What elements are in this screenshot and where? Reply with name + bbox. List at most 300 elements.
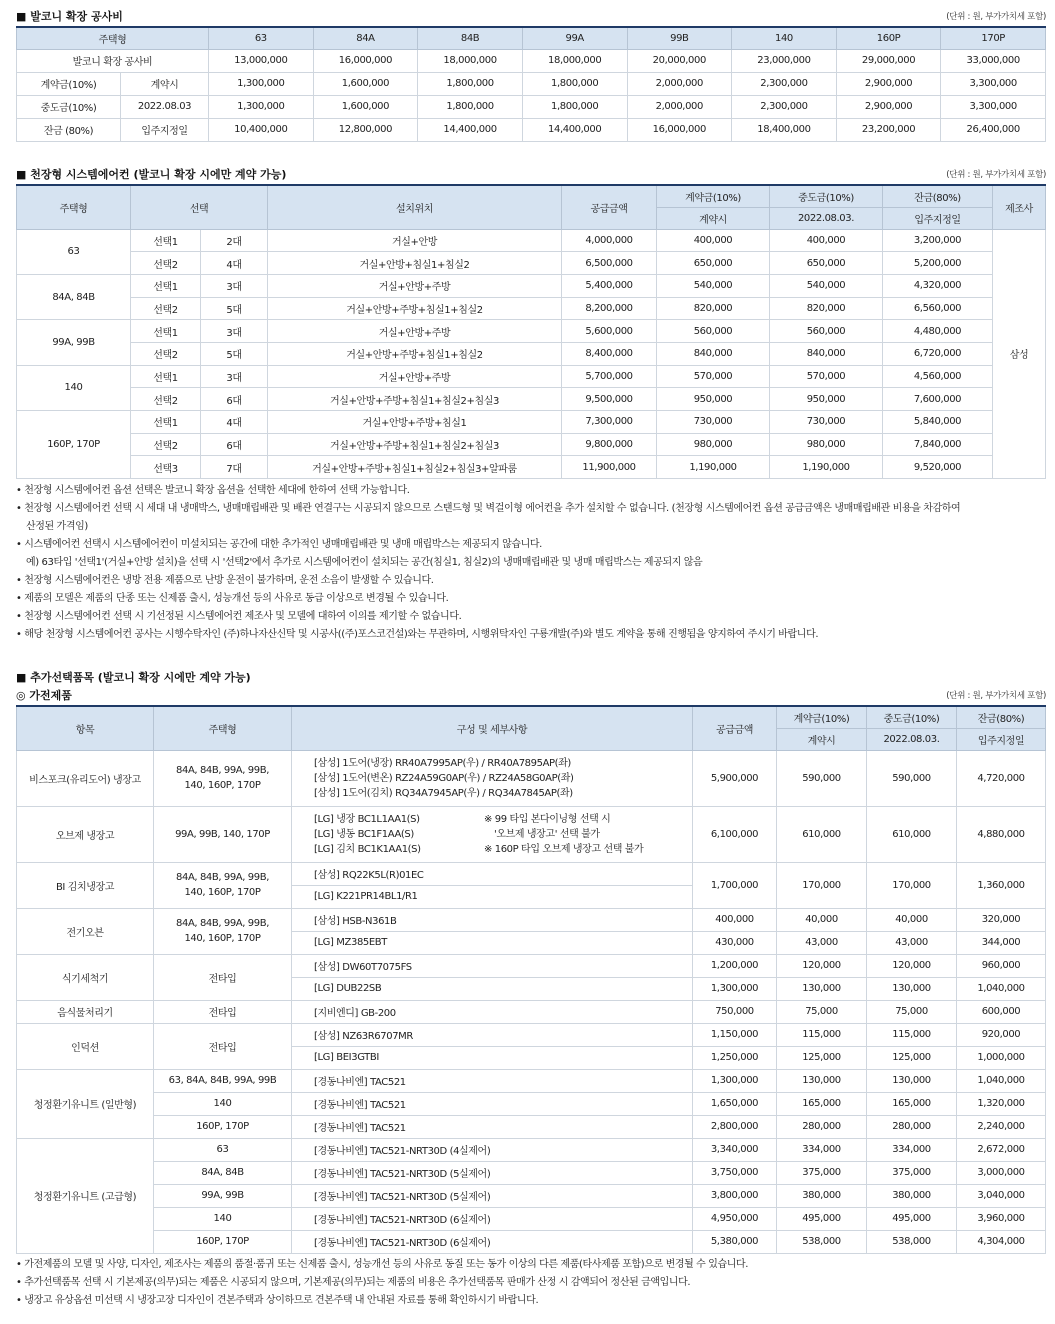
table-row — [17, 1000, 1046, 1023]
extras-table — [16, 705, 1046, 1254]
balcony-section — [16, 8, 1046, 142]
note-line: • 제품의 모델은 제품의 단종 또는 신제품 출시, 성능개선 등의 사유로 동급 이상으로 변경될 수 있습니다. — [16, 593, 449, 605]
loc-cell: 거실+안방+주방 — [268, 320, 562, 343]
cell: 12,800,000 — [313, 118, 418, 141]
dep-cell: 560,000 — [657, 320, 770, 343]
mid-cell: 540,000 — [770, 274, 883, 297]
dep-cell: 130,000 — [777, 1069, 867, 1092]
spec-cell: [경동나비엔] TAC521 — [292, 1069, 693, 1092]
item-cell: 비스포크(유리도어) 냉장고 — [17, 750, 154, 806]
table-row — [17, 49, 1046, 72]
cell: 3,300,000 — [941, 95, 1046, 118]
spec-line: [삼성] 1도어(변온) RZ24A59G0AP(우) / RZ24A58G0AP(좌) — [314, 772, 574, 784]
bal-cell: 3,000,000 — [957, 1161, 1046, 1184]
bal-cell: 320,000 — [957, 908, 1046, 931]
bal-cell: 7,840,000 — [883, 433, 993, 456]
spec-line: [LG] 냉동 BC1F1AA(S) — [314, 828, 414, 840]
cell: 16,000,000 — [313, 49, 418, 72]
row-label: 중도금(10%) — [17, 95, 121, 118]
aircon-col-deposit-sub: 계약시 — [657, 207, 770, 229]
mid-cell: 130,000 — [867, 1069, 957, 1092]
bal-cell: 9,520,000 — [883, 456, 993, 479]
table-row — [17, 229, 1046, 252]
price-cell: 3,750,000 — [693, 1161, 777, 1184]
table-row — [17, 411, 1046, 434]
extras-header — [16, 669, 1046, 687]
table-row — [17, 1069, 1046, 1092]
row-label: 발코니 확장 공사비 — [17, 49, 209, 72]
bal-cell: 4,880,000 — [957, 806, 1046, 862]
item-cell: 청정환기유니트 (고급형) — [17, 1138, 154, 1253]
spec-cell: [LG] MZ385EBT — [292, 931, 693, 954]
balcony-header — [16, 8, 1046, 26]
balcony-col: 99A — [522, 27, 627, 49]
spec-cell: [경동나비엔] TAC521-NRT30D (4실제어) — [292, 1138, 693, 1161]
dep-cell: 280,000 — [777, 1115, 867, 1138]
price-cell: 1,650,000 — [693, 1092, 777, 1115]
dep-cell: 730,000 — [657, 411, 770, 434]
mid-cell: 400,000 — [770, 229, 883, 252]
type-cell: 160P, 170P — [154, 1230, 292, 1253]
row-label: 계약금(10%) — [17, 72, 121, 95]
balcony-table — [16, 26, 1046, 142]
mid-cell: 375,000 — [867, 1161, 957, 1184]
opt-cell: 선택2 — [131, 433, 201, 456]
mid-cell: 730,000 — [770, 411, 883, 434]
mid-cell: 75,000 — [867, 1000, 957, 1023]
type-cell: 160P, 170P — [154, 1115, 292, 1138]
bal-cell: 2,672,000 — [957, 1138, 1046, 1161]
aircon-col-deposit: 계약금(10%) — [657, 185, 770, 207]
qty-cell: 6대 — [201, 388, 268, 411]
opt-cell: 선택1 — [131, 320, 201, 343]
bal-cell: 4,480,000 — [883, 320, 993, 343]
type-cell: 84A, 84B — [17, 274, 131, 319]
spec-cell: [경동나비엔] TAC521-NRT30D (5실제어) — [292, 1184, 693, 1207]
cell: 33,000,000 — [941, 49, 1046, 72]
bal-cell: 4,320,000 — [883, 274, 993, 297]
price-cell: 1,300,000 — [693, 1069, 777, 1092]
cell: 1,800,000 — [418, 72, 523, 95]
table-row — [17, 95, 1046, 118]
aircon-table — [16, 184, 1046, 479]
dep-cell: 165,000 — [777, 1092, 867, 1115]
extras-title: ■ 추가선택품목 (발코니 확장 시에만 계약 가능) — [16, 671, 251, 684]
row-sub: 2022.08.03 — [121, 95, 209, 118]
type-cell: 84A, 84B, 99A, 99B, 140, 160P, 170P — [154, 908, 292, 954]
bal-cell: 1,320,000 — [957, 1092, 1046, 1115]
item-cell: 식기세척기 — [17, 954, 154, 1000]
cell: 14,400,000 — [522, 118, 627, 141]
dep-cell: 840,000 — [657, 342, 770, 365]
cell: 3,300,000 — [941, 72, 1046, 95]
cell: 14,400,000 — [418, 118, 523, 141]
table-row — [17, 433, 1046, 456]
balcony-unit: (단위 : 원, 부가가치세 포함) — [946, 12, 1046, 22]
balcony-title: ■ 발코니 확장 공사비 — [16, 10, 123, 23]
type-cell: 140 — [154, 1207, 292, 1230]
aircon-col-location: 설치위치 — [268, 185, 562, 229]
type-cell: 99A, 99B — [17, 320, 131, 365]
extras-col-balance: 잔금(80%) — [957, 706, 1046, 728]
qty-cell: 4대 — [201, 252, 268, 275]
spec-cell: [삼성] HSB-N361B — [292, 908, 693, 931]
aircon-notes — [16, 482, 1046, 644]
extras-col-deposit: 계약금(10%) — [777, 706, 867, 728]
spec-cell: [경동나비엔] TAC521 — [292, 1092, 693, 1115]
dep-cell: 650,000 — [657, 252, 770, 275]
dep-cell: 43,000 — [777, 931, 867, 954]
opt-cell: 선택3 — [131, 456, 201, 479]
mid-cell: 610,000 — [867, 806, 957, 862]
price-cell: 3,800,000 — [693, 1184, 777, 1207]
opt-cell: 선택2 — [131, 252, 201, 275]
dep-cell: 590,000 — [777, 750, 867, 806]
type-cell: 전타입 — [154, 954, 292, 1000]
opt-cell: 선택2 — [131, 388, 201, 411]
price-cell: 5,600,000 — [562, 320, 657, 343]
dep-cell: 380,000 — [777, 1184, 867, 1207]
dep-cell: 120,000 — [777, 954, 867, 977]
extras-subheader — [16, 687, 1046, 705]
mid-cell: 165,000 — [867, 1092, 957, 1115]
aircon-col-type: 주택형 — [17, 185, 131, 229]
dep-cell: 950,000 — [657, 388, 770, 411]
price-cell: 11,900,000 — [562, 456, 657, 479]
cell: 18,000,000 — [418, 49, 523, 72]
table-row — [17, 806, 1046, 862]
cell: 1,300,000 — [209, 95, 314, 118]
price-cell: 1,150,000 — [693, 1023, 777, 1046]
dep-cell: 115,000 — [777, 1023, 867, 1046]
bal-cell: 600,000 — [957, 1000, 1046, 1023]
price-cell: 1,200,000 — [693, 954, 777, 977]
table-row — [17, 118, 1046, 141]
loc-cell: 거실+안방+주방+침실1+침실2+침실3 — [268, 433, 562, 456]
price-cell: 5,380,000 — [693, 1230, 777, 1253]
bal-cell: 1,360,000 — [957, 862, 1046, 908]
spec-cell: [지비엔디] GB-200 — [292, 1000, 693, 1023]
mid-cell: 280,000 — [867, 1115, 957, 1138]
aircon-header — [16, 166, 1046, 184]
loc-cell: 거실+안방+주방 — [268, 274, 562, 297]
mid-cell: 1,190,000 — [770, 456, 883, 479]
table-row — [17, 750, 1046, 806]
aircon-col-price: 공급금액 — [562, 185, 657, 229]
cell: 1,800,000 — [522, 72, 627, 95]
qty-cell: 6대 — [201, 433, 268, 456]
mid-cell: 820,000 — [770, 297, 883, 320]
dep-cell: 980,000 — [657, 433, 770, 456]
spec-cell: [삼성] NZ63R6707MR — [292, 1023, 693, 1046]
loc-cell: 거실+안방+주방 — [268, 365, 562, 388]
note-line: 산정된 가격임) — [26, 521, 88, 533]
bal-cell: 960,000 — [957, 954, 1046, 977]
extras-col-middle: 중도금(10%) — [867, 706, 957, 728]
bal-cell: 920,000 — [957, 1023, 1046, 1046]
note-line: • 가전제품의 모델 및 사양, 디자인, 제조사는 제품의 품절·품귀 또는 신제품 출시, 성능개선 등의 사유로 동질 또는 동가 이상의 다른 제품(타사제품 포함)으로 변경될 수 있습니다. — [16, 1258, 749, 1270]
table-row — [17, 297, 1046, 320]
table-row — [17, 1207, 1046, 1230]
spec-cell: [LG] BEI3GTBI — [292, 1046, 693, 1069]
dep-cell: 334,000 — [777, 1138, 867, 1161]
note-line: 예) 63타입 '선택1'(거실+안방 설치)을 선택 시 '선택2'에서 추가로 시스템에어컨이 설치되는 공간(침실1, 침실2)의 냉매매립배관 및 냉매 매립박스는 제공되지 않음 — [26, 557, 703, 569]
mid-cell: 115,000 — [867, 1023, 957, 1046]
opt-cell: 선택1 — [131, 274, 201, 297]
aircon-col-middle: 중도금(10%) — [770, 185, 883, 207]
spec-cell: [삼성] RQ22K5L(R)01EC — [292, 862, 693, 885]
spec-line: [삼성] 1도어(김치) RQ34A7945AP(우) / RQ34A7845AP(좌) — [314, 787, 573, 799]
note-line: • 천장형 시스템에어컨 선택 시 기선정된 시스템에어컨 제조사 및 모델에 대하여 이의를 제기할 수 없습니다. — [16, 611, 462, 623]
dep-cell: 130,000 — [777, 977, 867, 1000]
extras-col-type: 주택형 — [154, 706, 292, 750]
table-row — [17, 1230, 1046, 1253]
price-cell: 1,250,000 — [693, 1046, 777, 1069]
item-cell: 음식물처리기 — [17, 1000, 154, 1023]
spec-line: [LG] 냉장 BC1L1AA1(S) — [314, 813, 420, 825]
type-cell: 99A, 99B, 140, 170P — [154, 806, 292, 862]
mid-cell: 950,000 — [770, 388, 883, 411]
note-line: • 냉장고 유상옵션 미선택 시 냉장고장 디자인이 견본주택과 상이하므로 견본주택 내 안내된 자료를 통해 확인하시기 바랍니다. — [16, 1294, 539, 1306]
mid-cell: 170,000 — [867, 862, 957, 908]
mid-cell: 590,000 — [867, 750, 957, 806]
opt-cell: 선택2 — [131, 342, 201, 365]
qty-cell: 3대 — [201, 320, 268, 343]
note-line: • 천장형 시스템에어컨 선택 시 세대 내 냉매박스, 냉매매립배관 및 배관 연결구는 시공되지 않으므로 스탠드형 및 벽걸이형 에어컨을 추가 설치할 수 없습니다. (천장형 시스템에어컨 옵션 공급금액은 냉매매립배관 비용을 차감하여 — [16, 503, 961, 515]
opt-cell: 선택1 — [131, 229, 201, 252]
dep-cell: 170,000 — [777, 862, 867, 908]
opt-cell: 선택1 — [131, 411, 201, 434]
type-cell: 전타입 — [154, 1023, 292, 1069]
table-row — [17, 388, 1046, 411]
balcony-col: 84A — [313, 27, 418, 49]
table-row — [17, 274, 1046, 297]
table-row — [17, 1161, 1046, 1184]
table-row — [17, 72, 1046, 95]
dep-cell: 570,000 — [657, 365, 770, 388]
cell: 1,800,000 — [522, 95, 627, 118]
mid-cell: 538,000 — [867, 1230, 957, 1253]
row-label: 잔금 (80%) — [17, 118, 121, 141]
spec-line: [LG] 김치 BC1K1AA1(S) — [314, 843, 421, 855]
row-sub: 계약시 — [121, 72, 209, 95]
table-row — [17, 456, 1046, 479]
loc-cell: 거실+안방+주방+침실1+침실2 — [268, 342, 562, 365]
aircon-section — [16, 166, 1046, 644]
qty-cell: 2대 — [201, 229, 268, 252]
table-row — [17, 1184, 1046, 1207]
qty-cell: 5대 — [201, 342, 268, 365]
price-cell: 1,700,000 — [693, 862, 777, 908]
type-cell: 84A, 84B — [154, 1161, 292, 1184]
cell: 1,800,000 — [418, 95, 523, 118]
bal-cell: 6,560,000 — [883, 297, 993, 320]
spec-cell: [경동나비엔] TAC521-NRT30D (6실제어) — [292, 1207, 693, 1230]
qty-cell: 3대 — [201, 274, 268, 297]
spec-cell: [경동나비엔] TAC521-NRT30D (5실제어) — [292, 1161, 693, 1184]
cell: 2,900,000 — [836, 95, 941, 118]
cell: 2,000,000 — [627, 72, 732, 95]
spec-line: [삼성] 1도어(냉장) RR40A7995AP(우) / RR40A7895AP(좌) — [314, 757, 571, 769]
price-cell: 2,800,000 — [693, 1115, 777, 1138]
price-cell: 5,900,000 — [693, 750, 777, 806]
price-cell: 750,000 — [693, 1000, 777, 1023]
spec-cell: [삼성] DW60T7075FS — [292, 954, 693, 977]
cell: 23,200,000 — [836, 118, 941, 141]
bal-cell: 4,304,000 — [957, 1230, 1046, 1253]
extras-col-balance-sub: 입주지정일 — [957, 728, 1046, 750]
price-cell: 7,300,000 — [562, 411, 657, 434]
price-cell: 9,500,000 — [562, 388, 657, 411]
loc-cell: 거실+안방+주방+침실1+침실2+침실3+알파룸 — [268, 456, 562, 479]
extras-unit: (단위 : 원, 부가가치세 포함) — [946, 691, 1046, 701]
item-cell: 전기오븐 — [17, 908, 154, 954]
bal-cell: 344,000 — [957, 931, 1046, 954]
price-cell: 8,400,000 — [562, 342, 657, 365]
bal-cell: 1,000,000 — [957, 1046, 1046, 1069]
table-row — [17, 365, 1046, 388]
loc-cell: 거실+안방+주방+침실1+침실2+침실3 — [268, 388, 562, 411]
loc-cell: 거실+안방+주방+침실1 — [268, 411, 562, 434]
aircon-col-middle-sub: 2022.08.03. — [770, 207, 883, 229]
bal-cell: 3,960,000 — [957, 1207, 1046, 1230]
dep-cell: 75,000 — [777, 1000, 867, 1023]
bal-cell: 3,040,000 — [957, 1184, 1046, 1207]
bal-cell: 5,840,000 — [883, 411, 993, 434]
type-cell: 160P, 170P — [17, 411, 131, 479]
item-cell: BI 김치냉장고 — [17, 862, 154, 908]
qty-cell: 3대 — [201, 365, 268, 388]
cell: 18,000,000 — [522, 49, 627, 72]
aircon-title: ■ 천장형 시스템에어컨 (발코니 확장 시에만 계약 가능) — [16, 168, 287, 181]
spec-cell — [292, 806, 693, 862]
table-row — [17, 320, 1046, 343]
mid-cell: 650,000 — [770, 252, 883, 275]
balcony-col: 63 — [209, 27, 314, 49]
table-row — [17, 252, 1046, 275]
bal-cell: 4,560,000 — [883, 365, 993, 388]
spec-cell: [LG] K221PR14BL1/R1 — [292, 885, 693, 908]
note-line: • 천장형 시스템에어컨은 냉방 전용 제품으로 난방 운전이 불가하며, 운전 소음이 발생할 수 있습니다. — [16, 575, 434, 587]
cell: 1,300,000 — [209, 72, 314, 95]
row-sub: 입주지정일 — [121, 118, 209, 141]
balcony-col: 160P — [836, 27, 941, 49]
table-row — [17, 862, 1046, 885]
table-row — [17, 1138, 1046, 1161]
dep-cell: 1,190,000 — [657, 456, 770, 479]
price-cell: 1,300,000 — [693, 977, 777, 1000]
extras-notes — [16, 1256, 1046, 1310]
dep-cell: 495,000 — [777, 1207, 867, 1230]
cell: 2,300,000 — [732, 72, 837, 95]
table-row — [17, 1115, 1046, 1138]
mid-cell: 120,000 — [867, 954, 957, 977]
note-line: • 천장형 시스템에어컨 옵션 선택은 발코니 확장 옵션을 선택한 세대에 한하여 선택 가능합니다. — [16, 485, 410, 497]
dep-cell: 538,000 — [777, 1230, 867, 1253]
note-line: • 시스템에어컨 선택시 시스템에어컨이 미설치되는 공간에 대한 추가적인 냉매매립배관 및 냉매 매립박스는 제공되지 않습니다. — [16, 539, 542, 551]
loc-cell: 거실+안방+침실1+침실2 — [268, 252, 562, 275]
balcony-col: 84B — [418, 27, 523, 49]
note-line: • 추가선택품목 선택 시 기본제공(의무)되는 제품은 시공되지 않으며, 기본제공(의무)되는 제품의 비용은 추가선택품목 판매가 산정 시 감액되어 정산된 금액입니다. — [16, 1276, 691, 1288]
extras-section — [16, 669, 1046, 1310]
cell: 10,400,000 — [209, 118, 314, 141]
price-cell: 5,700,000 — [562, 365, 657, 388]
cell: 26,400,000 — [941, 118, 1046, 141]
cell: 16,000,000 — [627, 118, 732, 141]
bal-cell: 1,040,000 — [957, 1069, 1046, 1092]
mid-cell: 130,000 — [867, 977, 957, 1000]
bal-cell: 7,600,000 — [883, 388, 993, 411]
extras-col-deposit-sub: 계약시 — [777, 728, 867, 750]
price-cell: 400,000 — [693, 908, 777, 931]
table-row — [17, 1092, 1046, 1115]
cell: 1,600,000 — [313, 72, 418, 95]
mid-cell: 125,000 — [867, 1046, 957, 1069]
table-row — [17, 1023, 1046, 1046]
cell: 2,900,000 — [836, 72, 941, 95]
note-line: • 해당 천장형 시스템에어컨 공사는 시행수탁자인 (주)하나자산신탁 및 시공사((주)포스코건설)와는 무관하며, 시행위탁자인 구룡개발(주)와 별도 계약을 통해 진행됨을 양지하여 주시기 바랍니다. — [16, 629, 819, 641]
type-cell: 140 — [154, 1092, 292, 1115]
balcony-col: 99B — [627, 27, 732, 49]
mid-cell: 980,000 — [770, 433, 883, 456]
price-cell: 8,200,000 — [562, 297, 657, 320]
item-cell: 오브제 냉장고 — [17, 806, 154, 862]
qty-cell: 4대 — [201, 411, 268, 434]
extras-col-spec: 구성 및 세부사항 — [292, 706, 693, 750]
bal-cell: 4,720,000 — [957, 750, 1046, 806]
remark-line: ※ 99 타입 본다이닝형 선택 시 — [484, 813, 611, 825]
mid-cell: 334,000 — [867, 1138, 957, 1161]
extras-col-price: 공급금액 — [693, 706, 777, 750]
spec-cell: [경동나비엔] TAC521-NRT30D (6실제어) — [292, 1230, 693, 1253]
qty-cell: 7대 — [201, 456, 268, 479]
balcony-col-type: 주택형 — [17, 27, 209, 49]
price-cell: 4,000,000 — [562, 229, 657, 252]
cell: 20,000,000 — [627, 49, 732, 72]
table-row — [17, 908, 1046, 931]
dep-cell: 540,000 — [657, 274, 770, 297]
remark-line: ※ 160P 타입 오브제 냉장고 선택 불가 — [484, 843, 644, 855]
aircon-unit: (단위 : 원, 부가가치세 포함) — [946, 170, 1046, 180]
dep-cell: 125,000 — [777, 1046, 867, 1069]
extras-subtitle: ◎ 가전제품 — [16, 689, 72, 702]
balcony-col: 140 — [732, 27, 837, 49]
aircon-col-balance-sub: 입주지정일 — [883, 207, 993, 229]
aircon-col-balance: 잔금(80%) — [883, 185, 993, 207]
price-cell: 4,950,000 — [693, 1207, 777, 1230]
dep-cell: 375,000 — [777, 1161, 867, 1184]
type-cell: 63 — [17, 229, 131, 274]
opt-cell: 선택1 — [131, 365, 201, 388]
table-row — [17, 342, 1046, 365]
mid-cell: 495,000 — [867, 1207, 957, 1230]
extras-col-item: 항목 — [17, 706, 154, 750]
bal-cell: 6,720,000 — [883, 342, 993, 365]
qty-cell: 5대 — [201, 297, 268, 320]
mid-cell: 380,000 — [867, 1184, 957, 1207]
mid-cell: 560,000 — [770, 320, 883, 343]
type-cell: 63 — [154, 1138, 292, 1161]
type-cell: 84A, 84B, 99A, 99B, 140, 160P, 170P — [154, 862, 292, 908]
type-cell: 140 — [17, 365, 131, 410]
dep-cell: 820,000 — [657, 297, 770, 320]
cell: 18,400,000 — [732, 118, 837, 141]
type-cell: 99A, 99B — [154, 1184, 292, 1207]
spec-cell: [경동나비엔] TAC521 — [292, 1115, 693, 1138]
opt-cell: 선택2 — [131, 297, 201, 320]
cell: 13,000,000 — [209, 49, 314, 72]
remark-line: '오브제 냉장고' 선택 불가 — [494, 828, 600, 840]
